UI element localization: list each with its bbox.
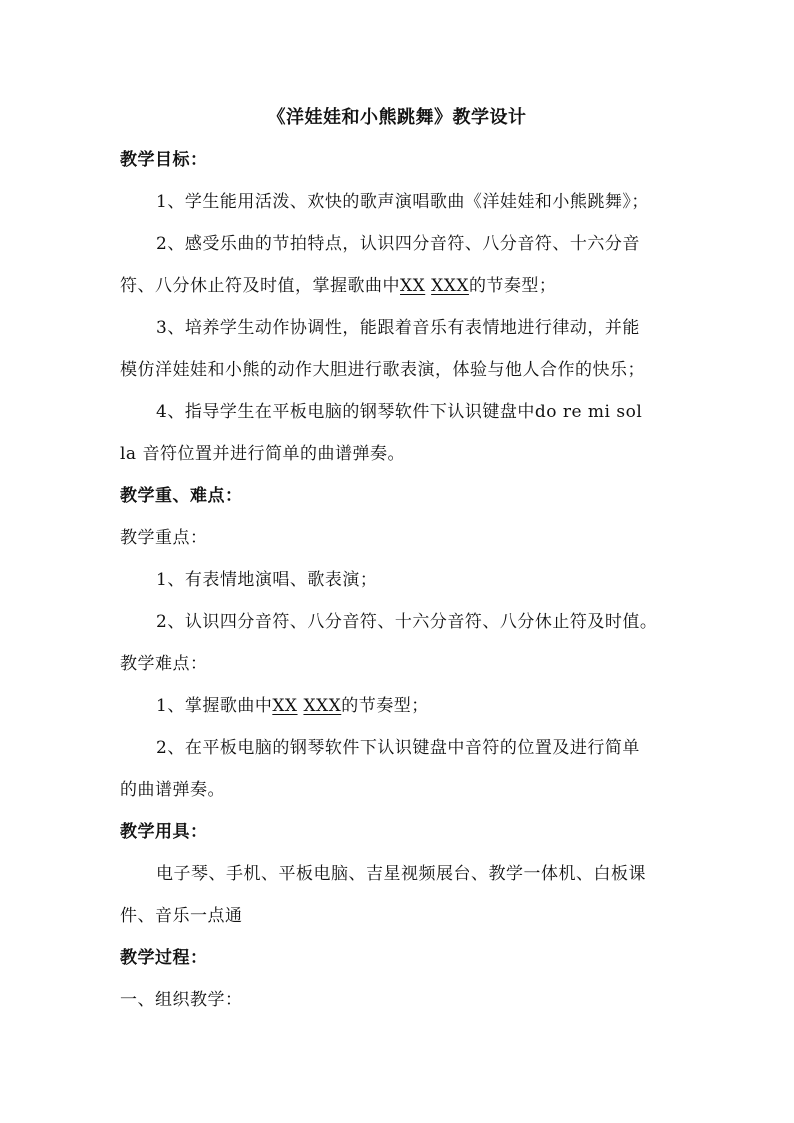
objective-item-4-line-1: 4、指导学生在平板电脑的钢琴软件下认识键盘中do re mi sol xyxy=(156,402,643,422)
process-step-1: 一、组织教学： xyxy=(120,990,243,1010)
objective-item-4-line-2: la 音符位置并进行简单的曲谱弹奏。 xyxy=(120,444,405,464)
focus-label: 教学重点： xyxy=(120,528,208,548)
focus-item-1: 1、有表情地演唱、歌表演； xyxy=(156,570,378,590)
focus-item-2: 2、认识四分音符、八分音符、十六分音符、八分休止符及时值。 xyxy=(156,612,658,632)
difficulty-item-2-line-1: 2、在平板电脑的钢琴软件下认识键盘中音符的位置及进行简单 xyxy=(156,738,640,758)
rhythm-pattern-xx: XX xyxy=(400,276,426,296)
objective-item-3-line-2: 模仿洋娃娃和小熊的动作大胆进行歌表演，体验与他人合作的快乐； xyxy=(120,360,645,380)
rhythm-pattern-xxx: XXX xyxy=(431,276,469,296)
difficulty-item-1 xyxy=(156,695,429,717)
objective-item-2-text-post: 的节奏型； xyxy=(468,276,557,296)
difficulty-item-1-text-post: 的节奏型； xyxy=(341,696,429,716)
tools-heading: 教学用具： xyxy=(120,822,208,842)
objective-item-3-line-1: 3、培养学生动作协调性，能跟着音乐有表情地进行律动，并能 xyxy=(156,318,640,338)
objective-item-2-line-1: 2、感受乐曲的节拍特点，认识四分音符、八分音符、十六分音 xyxy=(156,234,640,254)
objective-item-2-text-pre: 符、八分休止符及时值，掌握歌曲中 xyxy=(120,276,400,296)
objective-item-1: 1、学生能用活泼、欢快的歌声演唱歌曲《洋娃娃和小熊跳舞》； xyxy=(156,192,649,212)
objectives-heading: 教学目标： xyxy=(120,150,208,170)
difficulty-label: 教学难点： xyxy=(120,654,208,674)
rhythm-pattern-xx: XX xyxy=(272,696,298,716)
difficulty-item-2-line-2: 的曲谱弹奏。 xyxy=(120,780,225,800)
process-heading: 教学过程： xyxy=(120,948,208,968)
objective-item-2-line-2 xyxy=(120,275,556,297)
document-title: 《洋娃娃和小熊跳舞》教学设计 xyxy=(267,107,527,128)
key-points-heading: 教学重、难点： xyxy=(120,486,243,506)
rhythm-pattern-xxx: XXX xyxy=(303,696,342,716)
tools-line-2: 件、音乐一点通 xyxy=(120,906,243,926)
tools-line-1: 电子琴、手机、平板电脑、吉星视频展台、教学一体机、白板课 xyxy=(156,864,646,884)
difficulty-item-1-text-pre: 1、掌握歌曲中 xyxy=(156,696,273,716)
